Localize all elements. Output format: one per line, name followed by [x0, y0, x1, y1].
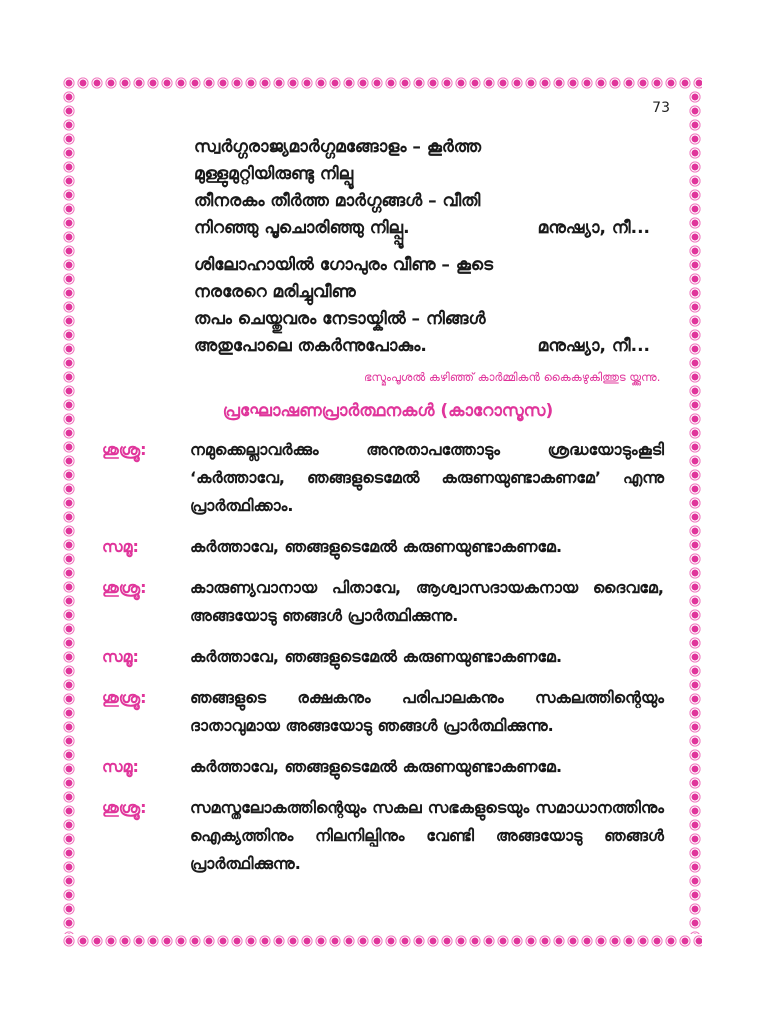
- floral-border-top: [62, 76, 702, 90]
- speaker-label: സമൂ:: [102, 537, 139, 556]
- litany-exchange: [102, 533, 674, 561]
- litany-exchange: [102, 684, 674, 740]
- page-frame: [62, 76, 702, 948]
- page-number: 73: [652, 100, 670, 116]
- hymn: [194, 134, 664, 360]
- hymn-line: [194, 279, 664, 306]
- hymn-line-text: സ്വർഗ്ഗരാജ്യമാർഗ്ഗമങ്ങോളം – കൂർത്ത: [194, 137, 482, 157]
- hymn-line: [194, 306, 664, 333]
- hymn-line: [194, 333, 664, 360]
- hymn-line-text: നരരേറെ മരിച്ചുവീണു: [194, 282, 356, 302]
- litany: [102, 436, 674, 878]
- hymn-line: [194, 161, 664, 188]
- hymn-line-text: തപം ചെയ്തുവരം നേടായ്കിൽ – നിങ്ങൾ: [194, 309, 486, 329]
- rubric-instruction: ഭസ്മംപൂശൽ കഴിഞ്ഞ് കാർമ്മികൻ കൈകഴുകിത്തുട യ്ക്കുന്നു.: [364, 370, 661, 384]
- hymn-line-text: തീനരകം തീർത്ത മാർഗ്ഗങ്ങൾ – വീതി: [194, 191, 481, 211]
- hymn-line: [194, 215, 664, 242]
- litany-exchange: [102, 794, 674, 878]
- litany-exchange: [102, 753, 674, 781]
- section-heading: പ്രഘോഷണപ്രാർത്ഥനകൾ (കാറോസൂസ): [222, 401, 554, 421]
- hymn-line: [194, 188, 664, 215]
- litany-text: കർത്താവേ, ഞങ്ങളുടെമേൽ കരുണയുണ്ടാകണമേ.: [190, 647, 563, 666]
- speaker-label: ശുശ്രൂ:: [102, 688, 147, 707]
- speaker-label: സമൂ:: [102, 647, 139, 666]
- hymn-line: [194, 134, 664, 161]
- hymn-line-text: നിറഞ്ഞു പൂചൊരിഞ്ഞു നില്പ്പൂ.: [194, 218, 410, 238]
- hymn-line: [194, 252, 664, 279]
- litany-text: സമസ്തലോകത്തിന്റെയും സകല സഭകളുടെയും സമാധാനത്തിനും ഐക്യത്തിനും നിലനില്പിനും വേണ്ടി അങ്ങയോടു ഞങ്ങൾ പ്രാർത്ഥിക്കുന്നു.: [190, 798, 664, 873]
- floral-border-left: [62, 90, 76, 934]
- refrain: മനുഷ്യാ, നീ...: [537, 218, 650, 238]
- litany-text: നമുക്കെല്ലാവർക്കും അനുതാപത്തോടും ശ്രദ്ധയോടുംകൂടി ‘കർത്താവേ, ഞങ്ങളുടെമേൽ കരുണയുണ്ടാകണമേ’ എന്നു പ്രാർത്ഥിക്കാം.: [190, 440, 664, 515]
- floral-border-bottom: [62, 934, 702, 948]
- hymn-line-text: ശിലോഹായിൽ ഗോപുരം വീണു – കൂടെ: [194, 255, 494, 275]
- speaker-label: ശുശ്രൂ:: [102, 440, 147, 459]
- floral-border-right: [688, 90, 702, 934]
- hymn-line-text: അതുപോലെ തകർന്നുപോകും.: [194, 336, 427, 356]
- litany-text: കാരുണ്യവാനായ പിതാവേ, ആശ്വാസദായകനായ ദൈവമേ, അങ്ങയോടു ഞങ്ങൾ പ്രാർത്ഥിക്കുന്നു.: [190, 578, 664, 625]
- litany-exchange: [102, 643, 674, 671]
- stanza: [194, 134, 664, 242]
- litany-text: കർത്താവേ, ഞങ്ങളുടെമേൽ കരുണയുണ്ടാകണമേ.: [190, 537, 563, 556]
- litany-text: ഞങ്ങളുടെ രക്ഷകനും പരിപാലകനും സകലത്തിന്റെയും ദാതാവുമായ അങ്ങയോടു ഞങ്ങൾ പ്രാർത്ഥിക്കുന്നു.: [190, 688, 664, 735]
- speaker-label: ശുശ്രൂ:: [102, 578, 147, 597]
- page-content: [102, 134, 674, 891]
- litany-text: കർത്താവേ, ഞങ്ങളുടെമേൽ കരുണയുണ്ടാകണമേ.: [190, 757, 563, 776]
- litany-exchange: [102, 574, 674, 630]
- hymn-line-text: മുള്ളുമുറ്റിയിരുണ്ടു നില്പൂ: [194, 164, 354, 184]
- speaker-label: ശുശ്രൂ:: [102, 798, 147, 817]
- litany-exchange: [102, 436, 674, 520]
- refrain: മനുഷ്യാ, നീ...: [537, 336, 650, 356]
- stanza: [194, 252, 664, 360]
- speaker-label: സമൂ:: [102, 757, 139, 776]
